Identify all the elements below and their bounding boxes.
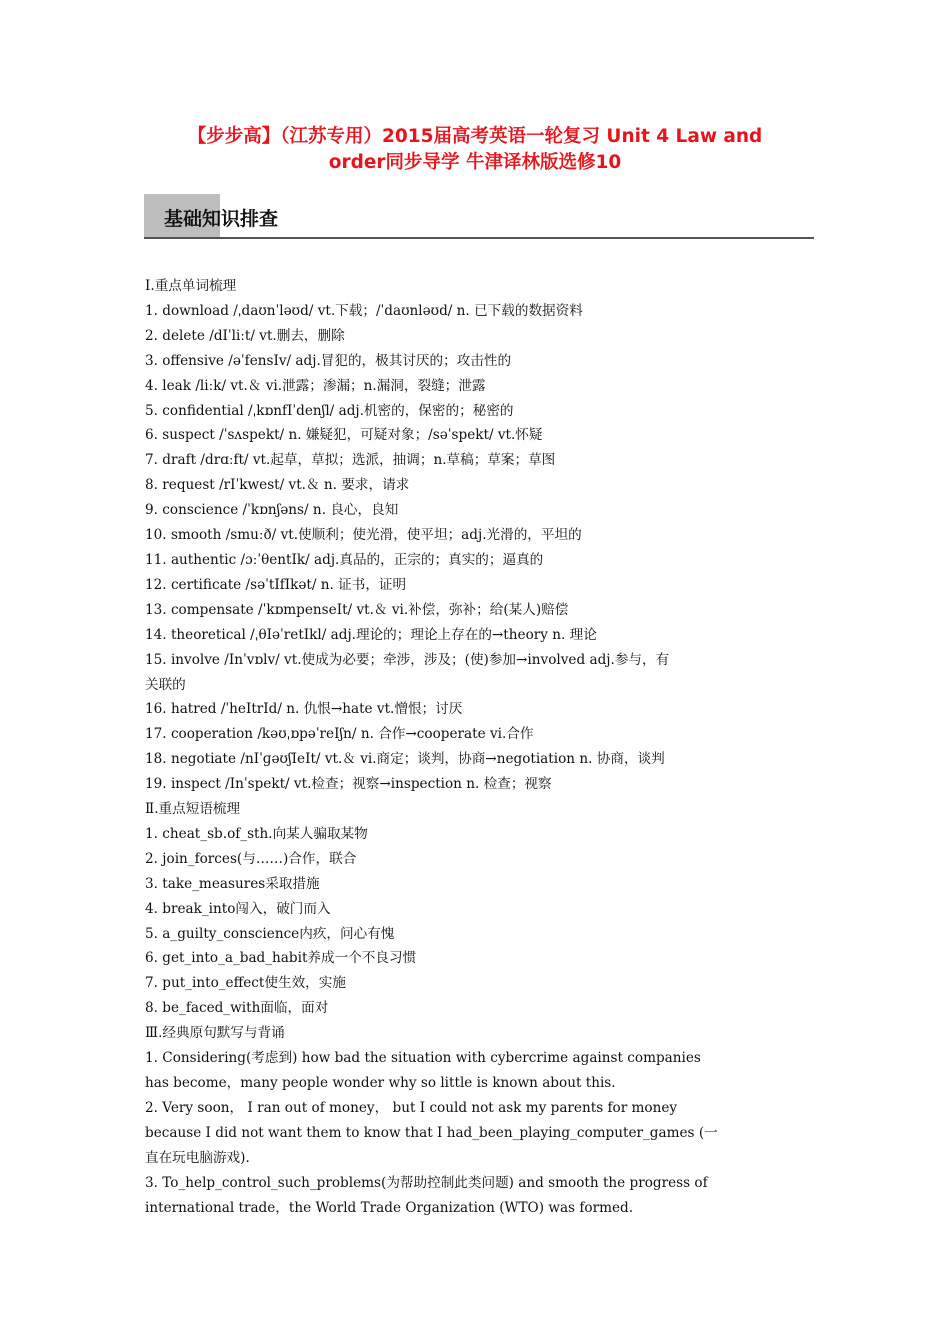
vocab-item: 8. request /rIˈkwest/ vt.＆ n. 要求，请求 [145, 477, 410, 494]
section-header-label: 基础知识排查 [164, 208, 279, 230]
sentence-item: 3. To_help_control_such_problems(为帮助控制此类问题) and smooth the progress of [145, 1174, 708, 1191]
vocab-item: 7. draft /drɑːft/ vt.起草，草拟；选派，抽调；n.草稿；草案；草图 [145, 452, 556, 469]
document-body [145, 274, 809, 1220]
vocab-item: 6. suspect /ˈsʌspekt/ n. 嫌疑犯，可疑对象；/səˈspekt/ vt.怀疑 [145, 427, 543, 444]
vocab-item: 10. smooth /smuːð/ vt.使顺利；使光滑，使平坦；adj.光滑的，平坦的 [145, 527, 582, 544]
vocab-item: 13. compensate /ˈkɒmpenseIt/ vt.＆ vi.补偿，弥补；给(某人)赔偿 [145, 601, 569, 618]
vocab-item: 2. delete /dIˈliːt/ vt.删去，删除 [145, 327, 345, 344]
sentence-item-continued: 直在玩电脑游戏). [145, 1149, 250, 1166]
document-title [120, 124, 830, 176]
line-section-3: Ⅲ.经典原句默写与背诵 [145, 1025, 285, 1042]
vocab-item: 12. certificate /səˈtIfIkət/ n. 证书，证明 [145, 576, 407, 593]
title-line-1: 【步步高】（江苏专用）2015届高考英语一轮复习 Unit 4 Law and [187, 126, 763, 147]
sentence-item: 2. Very soon， I ran out of money， but I could not ask my parents for money [145, 1099, 678, 1116]
vocab-item: 18. negotiate /nIˈɡəʊʃIeIt/ vt.＆ vi.商定；谈判，协商→negotiation n. 协商，谈判 [145, 751, 665, 768]
phrase-item: 1. cheat_sb.of_sth.向某人骗取某物 [145, 825, 368, 842]
line-section-2: Ⅱ.重点短语梳理 [145, 801, 241, 818]
line-section-1: Ⅰ.重点单词梳理 [145, 278, 237, 294]
phrase-item: 3. take_measures采取措施 [145, 875, 320, 892]
phrase-item: 5. a_guilty_conscience内疚，问心有愧 [145, 925, 395, 942]
vocab-item: 16. hatred /ˈheItrId/ n. 仇恨→hate vt.憎恨；讨厌 [145, 701, 463, 718]
phrase-item: 4. break_into闯入，破门而入 [145, 900, 331, 917]
vocab-item: 19. inspect /Inˈspekt/ vt.检查；视察→inspection n. 检查；视察 [145, 776, 552, 793]
vocab-item: 15. involve /Inˈvɒlv/ vt.使成为必要；牵涉，涉及；(使)参加→involved adj.参与，有 [145, 651, 670, 668]
title-line-2: order同步导学 牛津译林版选修10 [328, 152, 622, 173]
vocab-item-continued: 关联的 [145, 676, 186, 693]
phrase-item: 8. be_faced_with面临，面对 [145, 1000, 329, 1017]
sentence-item: 1. Considering(考虑到) how bad the situation with cybercrime against companies [145, 1050, 701, 1067]
phrase-item: 2. join_forces(与……)合作，联合 [145, 850, 357, 867]
section-header-rule [144, 237, 814, 239]
phrase-item: 6. get_into_a_bad_habit养成一个不良习惯 [145, 950, 417, 967]
vocab-item: 1. download /ˌdaʊnˈləʊd/ vt.下载；/ˈdaʊnləʊd/ n. 已下载的数据资料 [145, 302, 583, 319]
vocab-item: 17. cooperation /kəʊˌɒpəˈreIʃn/ n. 合作→cooperate vi.合作 [145, 726, 534, 743]
vocab-item: 4. leak /liːk/ vt.＆ vi.泄露；渗漏；n.漏洞，裂缝；泄露 [145, 377, 486, 394]
phrase-item: 7. put_into_effect使生效，实施 [145, 975, 346, 992]
sentence-item-continued: because I did not want them to know that I had_been_playing_computer_games (一 [145, 1124, 718, 1141]
section-header [144, 194, 814, 240]
sentence-item-continued: has become，many people wonder why so little is known about this. [145, 1075, 616, 1091]
vocab-item: 9. conscience /ˈkɒnʃəns/ n. 良心，良知 [145, 502, 399, 519]
vocab-item: 11. authentic /ɔːˈθentIk/ adj.真品的，正宗的；真实的；逼真的 [145, 551, 544, 568]
vocab-item: 5. confidential /ˌkɒnfIˈdenʃl/ adj.机密的，保密的；秘密的 [145, 402, 514, 419]
vocab-item: 3. offensive /əˈfensIv/ adj.冒犯的，极其讨厌的；攻击性的 [145, 352, 512, 369]
sentence-item-continued: international trade，the World Trade Organization (WTO) was formed. [145, 1199, 634, 1216]
vocab-item: 14. theoretical /ˌθIəˈretIkl/ adj.理论的；理论上存在的→theory n. 理论 [145, 626, 597, 643]
